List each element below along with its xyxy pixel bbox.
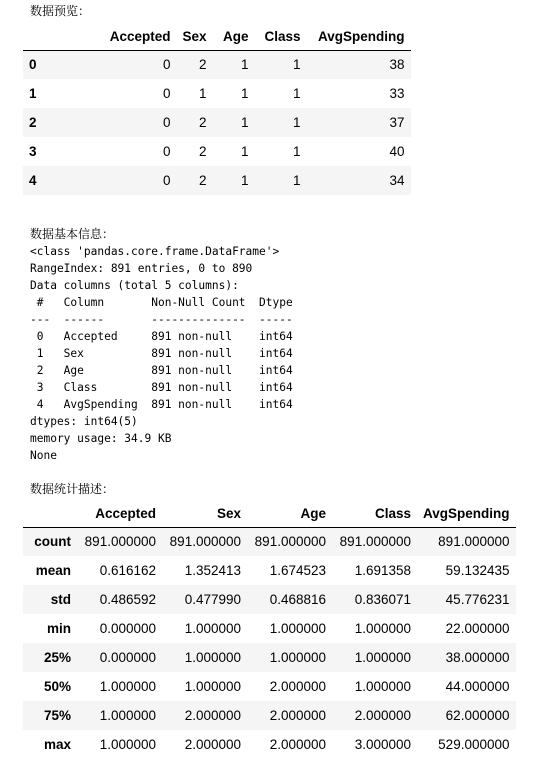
table-cell: 2.000000 (269, 679, 326, 694)
table-cell: 2.000000 (184, 737, 241, 752)
table-cell: 44.000000 (445, 679, 510, 694)
describe-table (23, 500, 516, 759)
table-cell: 2 (199, 144, 207, 159)
table-cell: 1 (241, 86, 249, 101)
table-cell: 62.000000 (445, 708, 510, 723)
row-index: 25% (43, 650, 71, 665)
table-row (23, 701, 516, 730)
table-cell: 1.000000 (354, 679, 411, 694)
table-cell: 0.000000 (99, 621, 156, 636)
table-cell: 59.132435 (445, 563, 510, 578)
table-cell: 1 (293, 173, 301, 188)
table-cell: 1.000000 (184, 679, 241, 694)
table-cell: 0.477990 (184, 592, 241, 607)
table-cell: 1 (293, 115, 301, 130)
table-cell: 1 (241, 115, 249, 130)
preview-col-age: Age (213, 20, 255, 50)
table-cell: 1.000000 (184, 650, 241, 665)
table-cell: 529.000000 (438, 737, 510, 752)
table-cell: 1 (199, 86, 207, 101)
table-cell: 2.000000 (269, 737, 326, 752)
table-cell: 38 (389, 57, 405, 73)
table-cell: 0.836071 (354, 592, 411, 607)
table-cell: 891.000000 (339, 534, 411, 550)
table-cell: 1.000000 (354, 621, 411, 636)
table-row (23, 643, 516, 672)
info-line: memory usage: 34.9 KB (30, 432, 172, 445)
table-cell: 0 (163, 115, 171, 130)
table-cell: 2.000000 (184, 708, 241, 723)
info-line: dtypes: int64(5) (30, 415, 138, 428)
table-cell: 1 (293, 144, 301, 159)
info-line: 1 Sex 891 non-null int64 (30, 347, 293, 360)
preview-col-accepted: Accepted (77, 20, 177, 50)
table-cell: 1.691358 (354, 563, 411, 578)
table-cell: 891.000000 (254, 534, 326, 550)
table-cell: 0.468816 (269, 592, 326, 607)
table-cell: 1 (241, 173, 249, 188)
table-cell: 0 (163, 57, 171, 73)
table-cell: 3.000000 (354, 737, 411, 752)
table-cell: 1 (241, 144, 249, 159)
info-heading: 数据基本信息： (30, 227, 115, 241)
table-cell: 1.000000 (99, 679, 156, 694)
info-line: RangeIndex: 891 entries, 0 to 890 (30, 262, 253, 275)
table-cell: 1 (293, 86, 301, 101)
preview-index-header (23, 20, 77, 50)
table-cell: 22.000000 (445, 621, 510, 636)
row-index: count (34, 534, 71, 550)
preview-col-class: Class (255, 20, 307, 50)
describe-index-header (23, 500, 77, 527)
table-cell: 1.000000 (269, 621, 326, 636)
table-cell: 1 (241, 57, 249, 73)
row-index: 1 (29, 86, 37, 101)
table-cell: 2.000000 (269, 708, 326, 723)
table-cell: 1.674523 (269, 563, 326, 578)
describe-col-avgspending: AvgSpending (417, 500, 516, 527)
preview-header-row (23, 20, 411, 50)
describe-col-accepted: Accepted (77, 500, 162, 527)
table-cell: 0.486592 (99, 592, 156, 607)
info-line: Data columns (total 5 columns): (30, 279, 239, 292)
table-cell: 0 (163, 173, 171, 188)
info-line: 4 AvgSpending 891 non-null int64 (30, 398, 293, 411)
table-cell: 1 (293, 57, 301, 73)
row-index: 2 (29, 115, 37, 130)
preview-col-avgspending: AvgSpending (307, 20, 411, 50)
describe-heading: 数据统计描述： (30, 482, 115, 496)
table-cell: 891.000000 (169, 534, 241, 550)
info-line: 3 Class 891 non-null int64 (30, 381, 293, 394)
row-index: 0 (29, 57, 37, 73)
table-row (23, 166, 411, 195)
preview-heading: 数据预览： (30, 4, 91, 18)
table-row (23, 50, 411, 79)
table-row (23, 730, 516, 759)
table-cell: 45.776231 (445, 592, 510, 607)
preview-col-sex: Sex (177, 20, 213, 50)
table-row (23, 614, 516, 643)
table-cell: 2 (199, 57, 207, 73)
info-line: 0 Accepted 891 non-null int64 (30, 330, 293, 343)
table-cell: 891.000000 (84, 534, 156, 550)
row-index: min (46, 621, 71, 636)
table-cell: 38.000000 (445, 650, 510, 665)
table-cell: 33 (389, 86, 405, 101)
table-cell: 1.000000 (269, 650, 326, 665)
table-row (23, 672, 516, 701)
row-index: 50% (43, 679, 71, 694)
table-row (23, 556, 516, 585)
row-index: std (50, 592, 71, 607)
table-cell: 2 (199, 173, 207, 188)
table-cell: 0 (163, 86, 171, 101)
table-cell: 2 (199, 115, 207, 130)
table-cell: 891.000000 (438, 534, 510, 550)
row-index: 4 (29, 173, 37, 188)
table-cell: 1.000000 (354, 650, 411, 665)
table-cell: 1.000000 (99, 708, 156, 723)
row-index: 75% (43, 708, 71, 723)
describe-col-class: Class (332, 500, 417, 527)
preview-table (23, 20, 411, 195)
info-line: <class 'pandas.core.frame.DataFrame'> (30, 245, 280, 258)
info-line: --- ------ -------------- ----- (30, 313, 293, 326)
describe-header-row (23, 500, 516, 527)
table-cell: 0.000000 (99, 650, 156, 665)
table-cell: 0 (163, 144, 171, 159)
info-output (30, 243, 293, 464)
describe-col-sex: Sex (162, 500, 247, 527)
table-cell: 37 (389, 115, 405, 130)
table-cell: 40 (389, 144, 405, 159)
table-cell: 1.000000 (99, 737, 156, 752)
table-row (23, 527, 516, 556)
row-index: max (43, 737, 71, 752)
table-cell: 1.000000 (184, 621, 241, 636)
table-row (23, 108, 411, 137)
table-cell: 2.000000 (354, 708, 411, 723)
info-line: # Column Non-Null Count Dtype (30, 296, 293, 309)
table-cell: 0.616162 (99, 563, 156, 578)
row-index: 3 (29, 144, 37, 159)
table-cell: 1.352413 (184, 563, 241, 578)
info-line: None (30, 449, 57, 462)
describe-col-age: Age (247, 500, 332, 527)
table-row (23, 79, 411, 108)
info-line: 2 Age 891 non-null int64 (30, 364, 293, 377)
table-row (23, 585, 516, 614)
row-index: mean (35, 563, 71, 578)
table-row (23, 137, 411, 166)
table-cell: 34 (389, 173, 405, 188)
